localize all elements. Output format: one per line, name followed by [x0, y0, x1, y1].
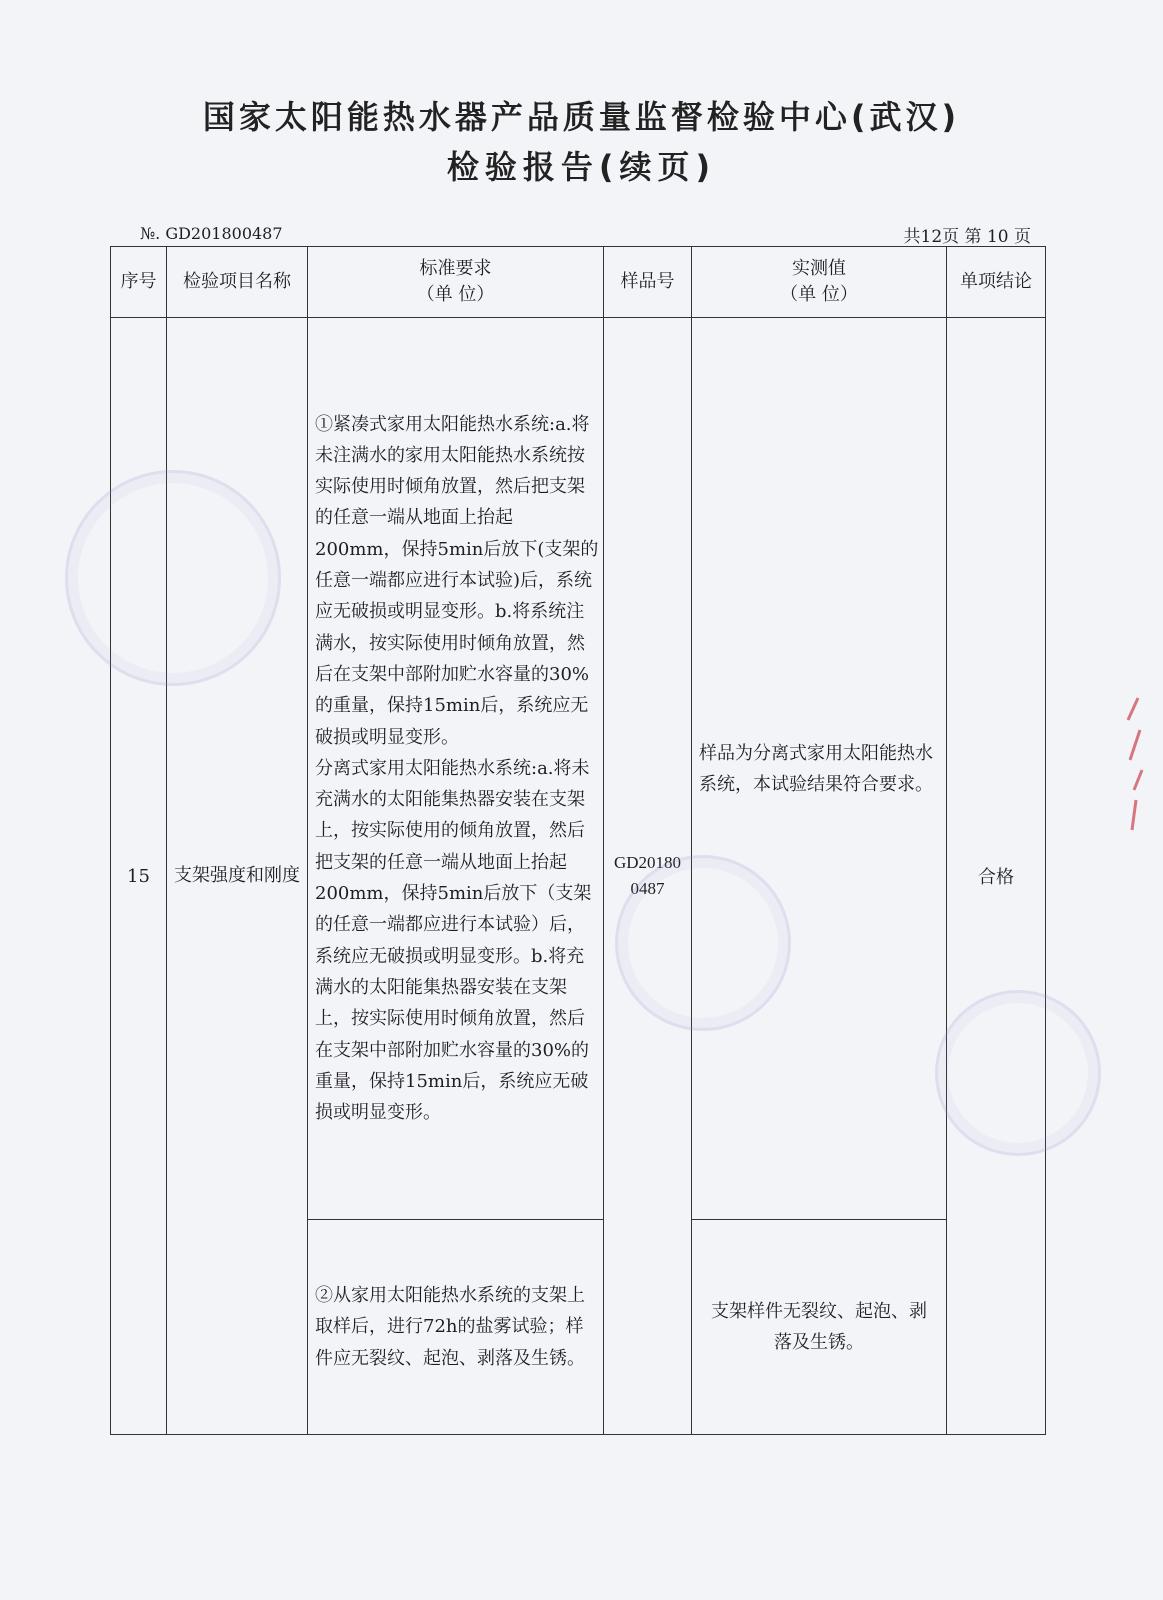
- measured-2-text: 支架样件无裂纹、起泡、剥落及生锈。: [711, 1301, 927, 1353]
- header-measured-label: 实测值: [792, 258, 846, 279]
- report-table: [110, 246, 1046, 1435]
- row-seq: 15: [111, 318, 167, 1435]
- header-standard-unit: （单 位）: [416, 284, 495, 305]
- row-standard-1: [308, 318, 604, 1220]
- page-subtitle: 检验报告(续页): [446, 148, 717, 186]
- standard-1b-text: 分离式家用太阳能热水系统:a.将未充满水的太阳能集热器安装在支架上，按实际使用的倾角放置，然后把支架的任意一端从地面上抬起200mm，保持5min后放下（支架的任意一端都应进行本试验）后，系统应无破损或明显变形。b.将充满水的太阳能集热器安装在支架上，按实际使用时倾角放置，然后在支架中部附加贮水容量的30%的重量，保持15min后，系统应无破损或明显变形。: [315, 757, 592, 1124]
- sample-no-text: GD201800487: [613, 853, 682, 898]
- header-conclusion: 单项结论: [947, 247, 1046, 318]
- page-count: 共12页 第 10 页: [903, 227, 1031, 247]
- header-standard-label: 标准要求: [419, 258, 492, 279]
- report-number: №. GD201800487: [140, 224, 283, 243]
- standard-2-text: ②从家用太阳能热水系统的支架上取样后，进行72h的盐雾试验；样件应无裂纹、起泡、剥落及生锈。: [315, 1285, 585, 1369]
- standard-1-text: ①紧凑式家用太阳能热水系统:a.将未注满水的家用太阳能热水系统按实际使用时倾角放置，然后把支架的任意一端从地面上抬起200mm，保持5min后放下(支架的任意一端都应进行本试验)后，系统应无破损或明显变形。b.将系统注满水，按实际使用时倾角放置，然后在支架中部附加贮水容量的30%的重量，保持15min后，系统应无破损或明显变形。: [315, 413, 599, 748]
- header-measured-unit: （单 位）: [780, 284, 858, 305]
- header-item-name: 检验项目名称: [167, 247, 308, 318]
- page-title: 国家太阳能热水器产品质量监督检验中心(武汉): [202, 98, 961, 136]
- row-standard-2: [308, 1220, 604, 1435]
- header-seq: 序号: [111, 247, 167, 318]
- row-item-name-text: 支架强度和刚度: [174, 865, 300, 886]
- row-measured-1: [692, 318, 947, 1220]
- header-standard: [308, 247, 604, 318]
- table-header-row: [111, 247, 1046, 318]
- row-measured-2: [692, 1220, 947, 1435]
- row-item-name: [167, 318, 308, 1435]
- header-measured: [692, 247, 947, 318]
- header-sample-no: 样品号: [604, 247, 692, 318]
- table-row: [111, 318, 1046, 1220]
- measured-1-text: 样品为分离式家用太阳能热水系统，本试验结果符合要求。: [699, 742, 933, 795]
- row-conclusion: 合格: [947, 318, 1046, 1435]
- row-sample-no: [604, 318, 692, 1435]
- red-seal-edge-mark: [1120, 690, 1150, 850]
